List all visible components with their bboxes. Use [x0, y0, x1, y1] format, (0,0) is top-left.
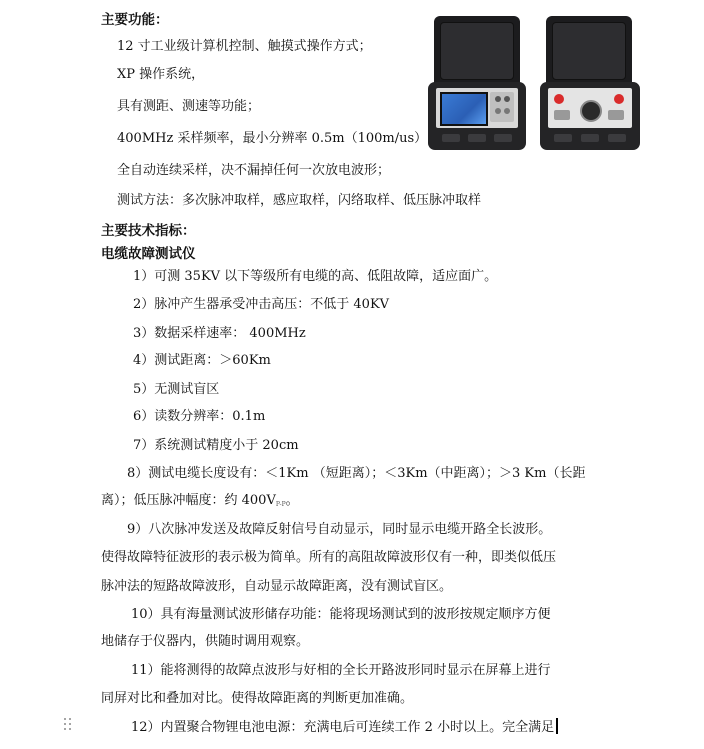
spec-item: 2）脉冲产生器承受冲击高压：不低于 40KV	[133, 297, 390, 312]
specs-subheading: 电缆故障测试仪	[101, 246, 196, 262]
spec-item-9-line: 使得故障特征波形的表示极为简单。所有的高阻故障波形仅有一种，即类似低压	[101, 550, 557, 565]
red-terminal	[614, 94, 624, 104]
right-unit-lid	[546, 16, 632, 86]
function-item: 400MHz 采样频率，最小分辨率 0.5m（100m/us）	[117, 131, 428, 146]
spec-item: 4）测试距离：＞60Km	[133, 353, 271, 368]
spec-item-9-line: 脉冲法的短路故障波形，自动显示故障距离，没有测试盲区。	[101, 579, 453, 594]
function-item: 全自动连续采样，决不漏掉任何一次放电波形；	[117, 163, 391, 178]
function-item: 具有测距、测速等功能；	[117, 99, 261, 114]
red-terminal	[554, 94, 564, 104]
spec-item-11-line: 同屏对比和叠加对比。使得故障距离的判断更加准确。	[101, 691, 414, 706]
spec-item: 3）数据采样速率： 400MHz	[133, 326, 306, 341]
left-unit-lid	[434, 16, 520, 86]
paragraph-drag-handle-icon[interactable]	[64, 718, 74, 732]
spec-item: 7）系统测试精度小于 20cm	[133, 438, 299, 453]
spec-item-11-line: 11）能将测得的故障点波形与好相的全长开路波形同时显示在屏幕上进行	[131, 663, 551, 678]
spec-item-12-line[interactable]: 12）内置聚合物锂电池电源：充满电后可连续工作 2 小时以上。完全满足	[131, 718, 558, 737]
product-photo	[424, 10, 646, 160]
dial-knob	[580, 100, 602, 122]
text-cursor	[556, 718, 558, 734]
left-unit-case	[428, 82, 526, 150]
spec-item: 1）可测 35KV 以下等级所有电缆的高、低阻故障，适应面广。	[133, 269, 498, 284]
spec-item-8-line1: 8）测试电缆长度设有：＜1Km （短距离）；＜3Km（中距离）；＞3 Km（长距	[127, 466, 586, 481]
spec-item: 6）读数分辨率：0.1m	[133, 409, 266, 424]
right-unit-case	[540, 82, 640, 150]
specs-heading: 主要技术指标：	[101, 223, 196, 239]
function-item: 测试方法：多次脉冲取样，感应取样，闪络取样、低压脉冲取样	[117, 193, 482, 208]
touch-screen	[440, 92, 488, 126]
spec-item-10-line: 地储存于仪器内，供随时调用观察。	[101, 634, 310, 649]
function-item: XP 操作系统，	[117, 67, 205, 82]
function-item: 12 寸工业级计算机控制、触摸式操作方式；	[117, 39, 372, 54]
functions-heading: 主要功能：	[101, 12, 169, 28]
spec-item-10-line: 10）具有海量测试波形储存功能：能将现场测试到的波形按规定顺序方便	[131, 607, 551, 622]
spec-item-9-line: 9）八次脉冲发送及故障反射信号自动显示，同时显示电缆开路全长波形。	[127, 522, 552, 537]
spec-item-8-line2: 离）；低压脉冲幅度：约 $400V_{P-P}$。	[101, 493, 299, 508]
spec-item: 5）无测试盲区	[133, 382, 220, 397]
